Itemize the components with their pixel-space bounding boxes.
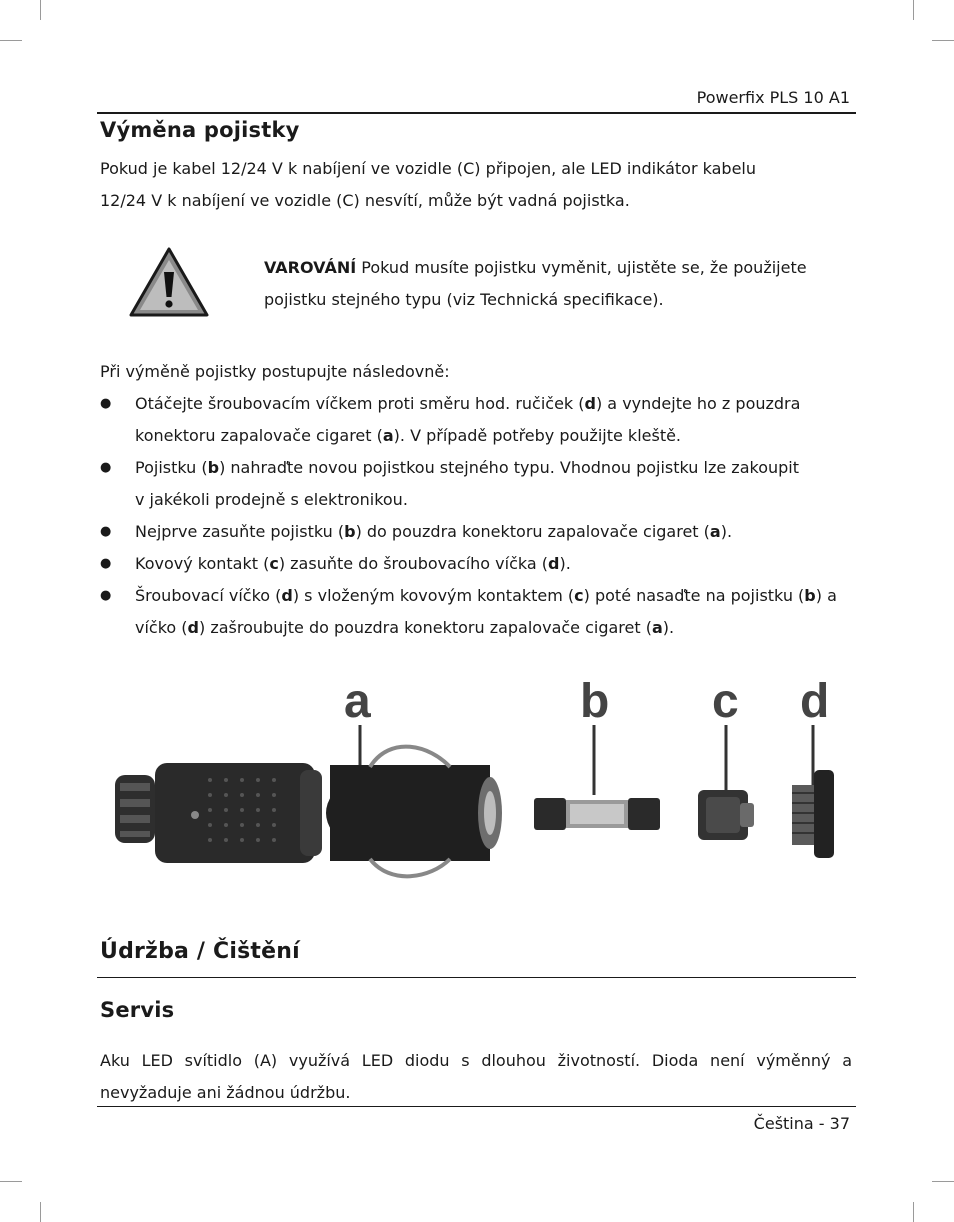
- part-reference: b: [344, 522, 356, 541]
- step-text: konektoru zapalovače cigaret (: [135, 426, 383, 445]
- step-text: Nejprve zasuňte pojistku (: [135, 522, 345, 541]
- service-text: Aku LED svítidlo (A) využívá LED diodu s dlouhou životností. Dioda není výměnný a nevyžaduje ani žádnou údržbu.: [100, 1051, 852, 1102]
- step-item: [100, 548, 840, 580]
- part-reference: a: [651, 618, 663, 637]
- section-title-maintenance: Údržba / Čištění: [100, 939, 300, 964]
- step-item: [100, 580, 840, 644]
- warning-line-1: Pokud musíte pojistku vyměnit, ujistěte se, že použijete: [356, 258, 807, 277]
- step-line: [135, 612, 840, 644]
- step-text: ) a: [815, 586, 837, 605]
- fuse-intro-line-2: 12/24 V k nabíjení ve vozidle (C) nesvítí, může být vadná pojistka.: [100, 191, 630, 210]
- part-reference: a: [709, 522, 721, 541]
- section-title-service: Servis: [100, 998, 175, 1022]
- figure-label-b: b: [580, 675, 610, 728]
- figure-label-a: a: [344, 675, 371, 728]
- crop-mark: [913, 1202, 914, 1222]
- part-reference: b: [804, 586, 816, 605]
- step-text: v jakékoli prodejně s elektronikou.: [135, 490, 408, 509]
- crop-mark: [0, 40, 22, 41]
- bullet-dot: ●: [100, 588, 112, 603]
- step-text: Kovový kontakt (: [135, 554, 270, 573]
- step-line: [135, 452, 840, 484]
- crop-mark: [40, 0, 41, 20]
- step-text: ).: [559, 554, 571, 573]
- step-text: ).: [662, 618, 675, 637]
- part-reference: a: [382, 426, 394, 445]
- warning-triangle-icon: [128, 246, 210, 318]
- step-text: ) do pouzdra konektoru zapalovače cigaret (: [355, 522, 710, 541]
- part-a-plug: [115, 747, 502, 877]
- warning-text: [264, 252, 844, 316]
- step-text: Šroubovací víčko (: [135, 586, 282, 605]
- step-line: [135, 580, 840, 612]
- step-text: ) zasuňte do šroubovacího víčka (: [278, 554, 549, 573]
- part-b-fuse: [534, 798, 660, 830]
- crop-mark: [40, 1202, 41, 1222]
- header-product-name: Powerfix PLS 10 A1: [696, 88, 850, 107]
- part-reference: d: [187, 618, 199, 637]
- step-line: [135, 484, 840, 516]
- step-line: [135, 548, 840, 580]
- step-line: [135, 388, 840, 420]
- part-reference: d: [548, 554, 560, 573]
- part-reference: c: [269, 554, 279, 573]
- step-item: [100, 452, 840, 516]
- bullet-dot: ●: [100, 396, 112, 411]
- header-rule: [97, 112, 856, 114]
- step-text: ) poté nasaďte na pojistku (: [583, 586, 805, 605]
- section-title-fuse: Výměna pojistky: [100, 118, 300, 142]
- step-item: [100, 388, 840, 452]
- step-line: [135, 420, 840, 452]
- steps-list: [100, 388, 840, 644]
- step-text: ) s vloženým kovovým kontaktem (: [292, 586, 575, 605]
- crop-mark: [913, 0, 914, 20]
- crop-mark: [0, 1181, 22, 1182]
- step-item: [100, 516, 840, 548]
- figure-label-d: d: [800, 675, 830, 728]
- part-c-contact: [698, 790, 754, 840]
- step-text: Pojistku (: [135, 458, 208, 477]
- part-reference: c: [574, 586, 584, 605]
- step-text: víčko (: [135, 618, 188, 637]
- bullet-dot: ●: [100, 556, 112, 571]
- steps-intro: Při výměně pojistky postupujte následovně:: [100, 362, 450, 381]
- crop-mark: [932, 1181, 954, 1182]
- section-rule: [97, 977, 856, 978]
- step-text: ) a vyndejte ho z pouzdra: [595, 394, 801, 413]
- warning-line-2: pojistku stejného typu (viz Technická specifikace).: [264, 290, 664, 309]
- step-text: ) zašroubujte do pouzdra konektoru zapalovače cigaret (: [198, 618, 652, 637]
- part-reference: b: [207, 458, 220, 477]
- part-reference: d: [584, 394, 596, 413]
- figure-label-c: c: [712, 675, 739, 728]
- step-text: Otáčejte šroubovacím víčkem proti směru hod. ručiček (: [135, 394, 585, 413]
- footer-page-number: Čeština - 37: [753, 1114, 850, 1133]
- footer-rule: [97, 1106, 856, 1107]
- warning-label: VAROVÁNÍ: [264, 258, 357, 277]
- bullet-dot: ●: [100, 460, 112, 475]
- step-text: ). V případě potřeby použijte kleště.: [393, 426, 682, 445]
- fuse-intro-line-1: Pokud je kabel 12/24 V k nabíjení ve vozidle (C) připojen, ale LED indikátor kabelu: [100, 159, 756, 178]
- step-line: [135, 516, 840, 548]
- fuse-parts-photo: [110, 675, 850, 890]
- crop-mark: [932, 40, 954, 41]
- part-reference: d: [281, 586, 293, 605]
- step-text: ).: [720, 522, 733, 541]
- bullet-dot: ●: [100, 524, 112, 539]
- step-text: ) nahraďte novou pojistkou stejného typu. Vhodnou pojistku lze zakoupit: [219, 458, 800, 477]
